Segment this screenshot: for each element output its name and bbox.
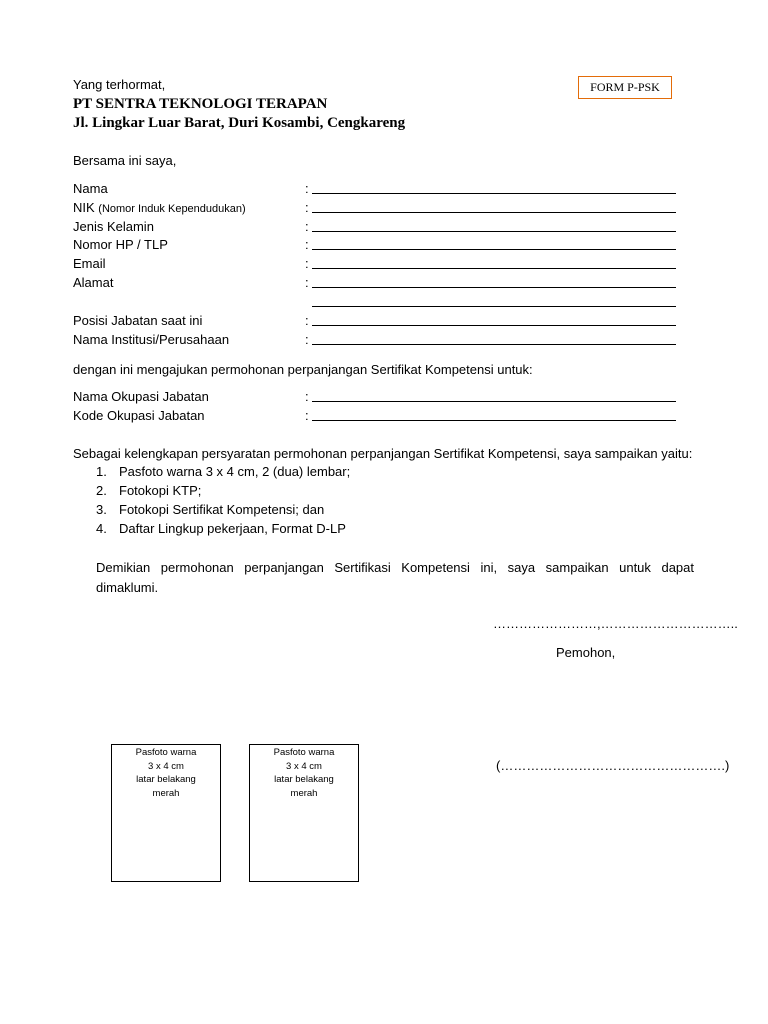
signature-place-date: ……………………,…………………………..	[493, 616, 738, 631]
field-label-nik	[73, 200, 246, 217]
field-line-institusi[interactable]	[312, 344, 676, 345]
field-line-jenis-kelamin[interactable]	[312, 231, 676, 232]
photo-box-line: latar belakang	[136, 774, 196, 785]
field-line-alamat-1[interactable]	[312, 287, 676, 288]
requirements-intro: Sebagai kelengkapan persyaratan permohonan perpanjangan Sertifikat Kompetensi, saya sampaikan yaitu:	[73, 446, 693, 461]
field-line-email[interactable]	[312, 268, 676, 269]
field-label-posisi: Posisi Jabatan saat ini	[73, 313, 203, 328]
field-line-nomor-hp[interactable]	[312, 249, 676, 250]
signature-name-line: (…………………………………………….)	[496, 758, 730, 773]
field-label-institusi: Nama Institusi/Perusahaan	[73, 332, 230, 347]
requirement-number: 2.	[96, 483, 107, 498]
field-line-okupasi-nama[interactable]	[312, 401, 676, 402]
photo-box-line: Pasfoto warna	[273, 747, 335, 758]
field-line-nik[interactable]	[312, 212, 676, 213]
requirement-item: Fotokopi Sertifikat Kompetensi; dan	[119, 502, 325, 517]
requirement-number: 4.	[96, 521, 107, 536]
photo-box-line: 3 x 4 cm	[148, 760, 184, 772]
form-code-box	[578, 76, 672, 99]
request-text: dengan ini mengajukan permohonan perpanjangan Sertifikat Kompetensi untuk:	[73, 362, 533, 377]
field-colon: :	[305, 237, 309, 252]
photo-box-line: merah	[152, 787, 180, 799]
company-address: Jl. Lingkar Luar Barat, Duri Kosambi, Cengkareng	[73, 115, 406, 131]
field-colon: :	[305, 219, 309, 234]
photo-box-line: merah	[290, 787, 318, 799]
field-colon: :	[305, 332, 309, 347]
form-code-label: FORM P-PSK	[590, 80, 660, 94]
photo-box-line: 3 x 4 cm	[286, 760, 322, 772]
company-name: PT SENTRA TEKNOLOGI TERAPAN	[73, 96, 328, 112]
field-colon: :	[305, 408, 309, 423]
photo-box	[111, 744, 221, 882]
photo-box-line: latar belakang	[274, 774, 334, 785]
requirement-item: Fotokopi KTP;	[119, 483, 202, 498]
nik-note: (Nomor Induk Kependudukan)	[98, 203, 246, 215]
nik-label: NIK	[73, 200, 95, 215]
field-line-nama[interactable]	[312, 193, 676, 194]
field-label-email: Email	[73, 256, 106, 271]
closing-paragraph: Demikian permohonan perpanjangan Sertifikasi Kompetensi ini, saya sampaikan untuk dapat dimaklumi.	[96, 560, 694, 595]
field-colon: :	[305, 275, 309, 290]
requirement-item: Daftar Lingkup pekerjaan, Format D-LP	[119, 521, 346, 536]
signature-label: Pemohon,	[556, 645, 616, 660]
requirement-item: Pasfoto warna 3 x 4 cm, 2 (dua) lembar;	[119, 464, 351, 479]
salutation: Yang terhormat,	[73, 77, 166, 92]
field-label-okupasi-nama: Nama Okupasi Jabatan	[73, 389, 209, 404]
field-label-alamat: Alamat	[73, 275, 114, 290]
field-label-jenis-kelamin: Jenis Kelamin	[73, 219, 154, 234]
field-colon: :	[305, 389, 309, 404]
field-colon: :	[305, 200, 309, 215]
field-line-posisi[interactable]	[312, 325, 676, 326]
field-colon: :	[305, 181, 309, 196]
intro-text: Bersama ini saya,	[73, 153, 177, 168]
field-label-nomor-hp: Nomor HP / TLP	[73, 237, 168, 252]
photo-box-line: Pasfoto warna	[135, 747, 197, 758]
field-colon: :	[305, 256, 309, 271]
field-colon: :	[305, 313, 309, 328]
field-label-okupasi-kode: Kode Okupasi Jabatan	[73, 408, 205, 423]
photo-box	[249, 744, 359, 882]
field-label-nama: Nama	[73, 181, 108, 196]
field-line-okupasi-kode[interactable]	[312, 420, 676, 421]
requirement-number: 1.	[96, 464, 107, 479]
field-line-alamat-2[interactable]	[312, 306, 676, 307]
requirement-number: 3.	[96, 502, 107, 517]
